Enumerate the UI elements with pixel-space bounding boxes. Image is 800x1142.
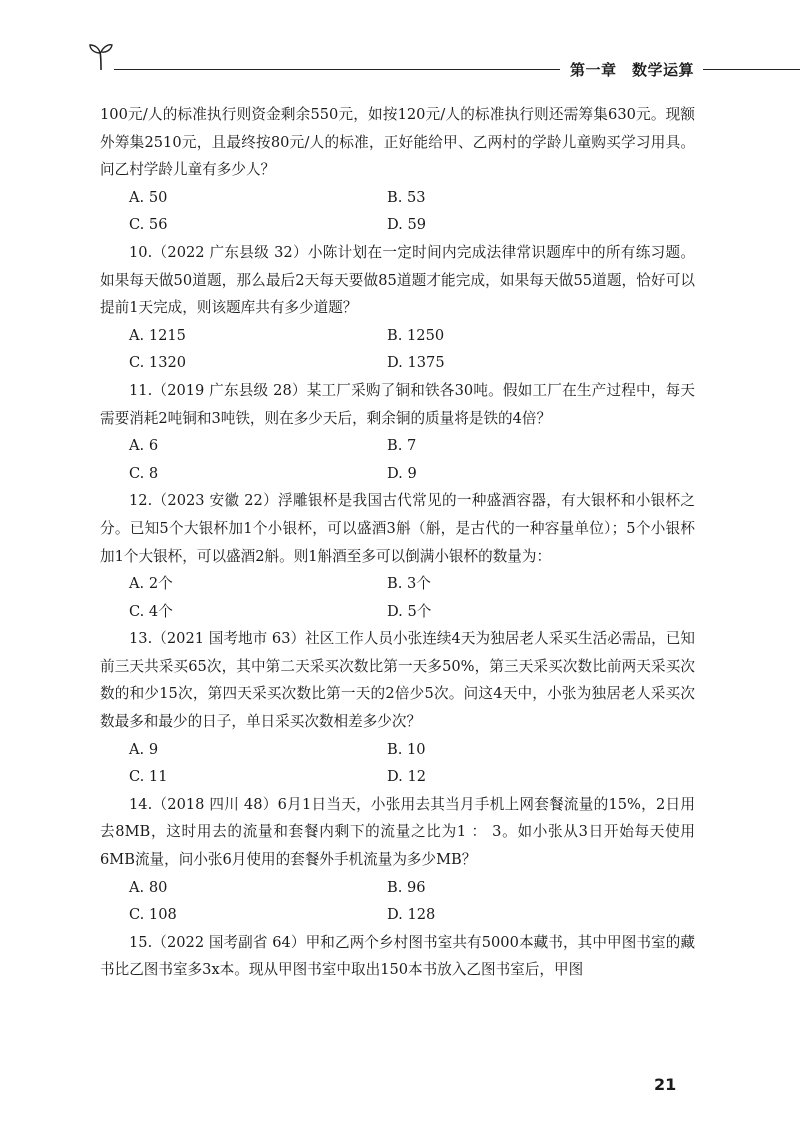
option: B. 1250 <box>387 326 445 344</box>
question-14-options <box>100 874 695 929</box>
page-number: 21 <box>654 1075 677 1094</box>
option: A. 6 <box>129 437 159 455</box>
question-continuation-options <box>100 184 695 239</box>
option: B. 53 <box>387 188 426 206</box>
chapter-title: 第一章 数学运算 <box>569 61 694 79</box>
question-10-options <box>100 322 695 377</box>
option: D. 128 <box>387 906 436 924</box>
question-11-options <box>100 432 695 487</box>
option: C. 1320 <box>129 354 187 372</box>
option: D. 5个 <box>387 602 432 620</box>
option: A. 1215 <box>129 326 186 344</box>
sprout-icon <box>88 40 114 72</box>
question-15-stem: 15.（2022 国考副省 64）甲和乙两个乡村图书室共有5000本藏书，其中甲图书室的藏书比乙图书室多3x本。现从甲图书室中取出150本书放入乙图书室后，甲图 <box>100 933 695 979</box>
question-12-options <box>100 570 695 625</box>
question-continuation-stem: 100元/人的标准执行则资金剩余550元，如按120元/人的标准执行则还需筹集630元。现额外筹集2510元，且最终按80元/人的标准，正好能给甲、乙两村的学龄儿童购买学习用具。问乙村学龄儿童有多少人？ <box>100 106 695 179</box>
page-header <box>88 40 800 80</box>
option: D. 9 <box>387 464 417 482</box>
option: A. 9 <box>129 740 159 758</box>
question-10-stem: 10.（2022 广东县级 32）小陈计划在一定时间内完成法律常识题库中的所有练习题。如果每天做50道题，那么最后2天每天要做85道题才能完成，如果每天做55道题，恰好可以提前1天完成，则该题库共有多少道题？ <box>100 243 695 317</box>
option: A. 80 <box>129 878 168 896</box>
header-rule-left <box>114 69 560 70</box>
option: B. 3个 <box>387 575 431 593</box>
option: A. 2个 <box>129 575 173 593</box>
option: B. 96 <box>387 878 426 896</box>
option: C. 108 <box>129 906 177 924</box>
page-content <box>100 101 695 984</box>
question-12-stem: 12.（2023 安徽 22）浮雕银杯是我国古代常见的一种盛酒容器，有大银杯和小银杯之分。已知5个大银杯加1个小银杯，可以盛酒3斛（斛，是古代的一种容量单位）；5个小银杯加1个大银杯，可以盛酒2斛。则1斛酒至多可以倒满小银杯的数量为： <box>100 492 695 565</box>
option: C. 11 <box>129 768 168 786</box>
option: D. 12 <box>387 768 427 786</box>
option: A. 50 <box>129 188 168 206</box>
option: C. 4个 <box>129 602 173 620</box>
question-13-options <box>100 736 695 791</box>
option: B. 7 <box>387 437 417 455</box>
question-13-stem: 13.（2021 国考地市 63）社区工作人员小张连续4天为独居老人采买生活必需品，已知前三天共采买65次，其中第二天采买次数比第一天多50%，第三天采买次数比前两天采买次数的和少15次，第四天采买次数比第一天的2倍少5次。问这4天中，小张为独居老人采买次数最多和最少的日子，单日采买次数相差多少次？ <box>100 630 695 731</box>
option: C. 8 <box>129 464 159 482</box>
header-rule-right <box>703 69 800 70</box>
option: D. 59 <box>387 216 427 234</box>
option: C. 56 <box>129 216 168 234</box>
option: B. 10 <box>387 740 426 758</box>
question-11-stem: 11.（2019 广东县级 28）某工厂采购了铜和铁各30吨。假如工厂在生产过程中，每天需要消耗2吨铜和3吨铁，则在多少天后，剩余铜的质量将是铁的4倍？ <box>100 381 695 427</box>
option: D. 1375 <box>387 354 445 372</box>
question-14-stem: 14.（2018 四川 48）6月1日当天，小张用去其当月手机上网套餐流量的15%，2日用去8MB，这时用去的流量和套餐内剩下的流量之比为1 ： 3。如小张从3日开始每天使用6MB流量，问小张6月使用的套餐外手机流量为多少MB？ <box>100 795 695 869</box>
